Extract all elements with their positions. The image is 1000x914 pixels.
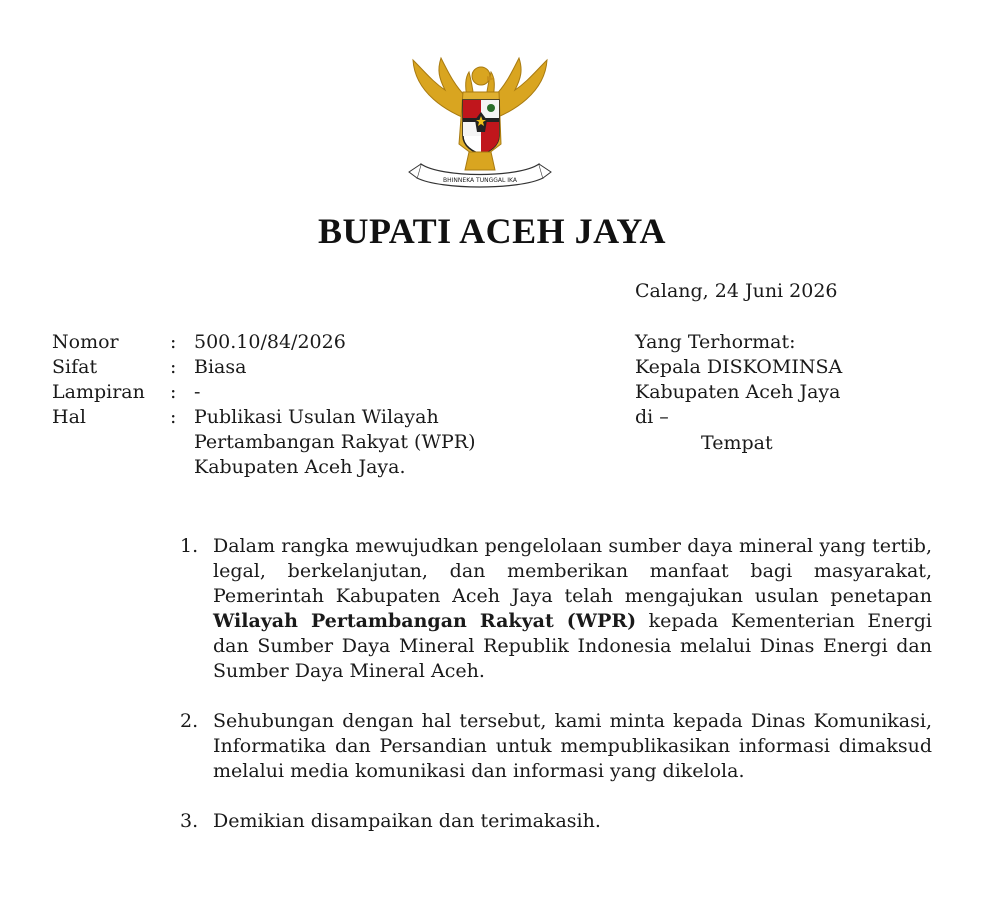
paragraph-text: Demikian disampaikan dan terimakasih. — [213, 810, 601, 832]
recipient-salutation: Yang Terhormat: — [635, 331, 796, 353]
emblem-shield — [463, 100, 499, 154]
paragraph-text: Sehubungan dengan hal tersebut, kami minta kepada Dinas Komunikasi, Informatika dan Persandian untuk mempublikasikan informasi dimaksud melalui media komunikasi dan informasi yang dikelola. — [213, 710, 932, 782]
paragraph-number: 3. — [180, 810, 199, 832]
meta-row-hal: Hal : Publikasi Usulan Wilayah Pertambangan Rakyat (WPR) Kabupaten Aceh Jaya. — [52, 406, 476, 478]
emblem-tail — [465, 152, 495, 170]
meta-label: Nomor — [52, 331, 119, 353]
meta-row-lampiran: Lampiran : - — [52, 380, 514, 405]
meta-row-sifat: Sifat : Biasa — [52, 355, 514, 380]
letter-body — [180, 534, 932, 859]
paragraph-bold-term: Wilayah Pertambangan Rakyat (WPR) — [213, 610, 637, 632]
recipient-line2: Kabupaten Aceh Jaya — [635, 381, 841, 403]
paragraph-number: 2. — [180, 710, 199, 732]
meta-row-nomor: Nomor : 500.10/84/2026 — [52, 330, 514, 355]
meta-value: Biasa — [194, 356, 247, 378]
paragraph-item — [180, 534, 932, 684]
meta-value-line2: Pertambangan Rakyat (WPR) — [194, 431, 476, 453]
paragraph-text: Dalam rangka mewujudkan pengelolaan sumber daya mineral yang tertib, legal, berkelanjutan, dan memberikan manfaat bagi masyarakat, Pemerintah Kabupaten Aceh Jaya telah mengajukan usulan penetapan Wilayah Pertambangan Rakyat (WPR) kepada Kementerian Energi dan Sumber Daya Mineral Republik Indonesia melalui Dinas Energi dan Sumber Daya Mineral Aceh. — [213, 535, 932, 682]
meta-label: Sifat — [52, 356, 98, 378]
emblem-head — [472, 67, 490, 85]
recipient-block — [635, 330, 842, 456]
letter-meta — [52, 330, 514, 480]
paragraph-item — [180, 709, 932, 784]
letterhead-title: BUPATI ACEH JAYA — [317, 211, 667, 251]
emblem-motto: BHINNEKA TUNGGAL IKA — [443, 177, 517, 184]
recipient-line1: Kepala DISKOMINSA — [635, 356, 843, 378]
recipient-place: Tempat — [701, 432, 773, 454]
meta-value: - — [194, 381, 201, 403]
meta-label: Hal — [52, 406, 86, 428]
meta-value: 500.10/84/2026 — [194, 331, 346, 353]
letter-date: Calang, 24 Juni 2026 — [635, 280, 838, 302]
paragraph-number: 1. — [180, 535, 199, 557]
meta-label: Lampiran — [52, 381, 145, 403]
recipient-line3: di – — [635, 406, 669, 428]
meta-value: Publikasi Usulan Wilayah — [194, 406, 439, 428]
paragraph-item — [180, 809, 932, 834]
garuda-pancasila-emblem — [405, 52, 555, 192]
meta-value-line3: Kabupaten Aceh Jaya. — [194, 456, 406, 478]
